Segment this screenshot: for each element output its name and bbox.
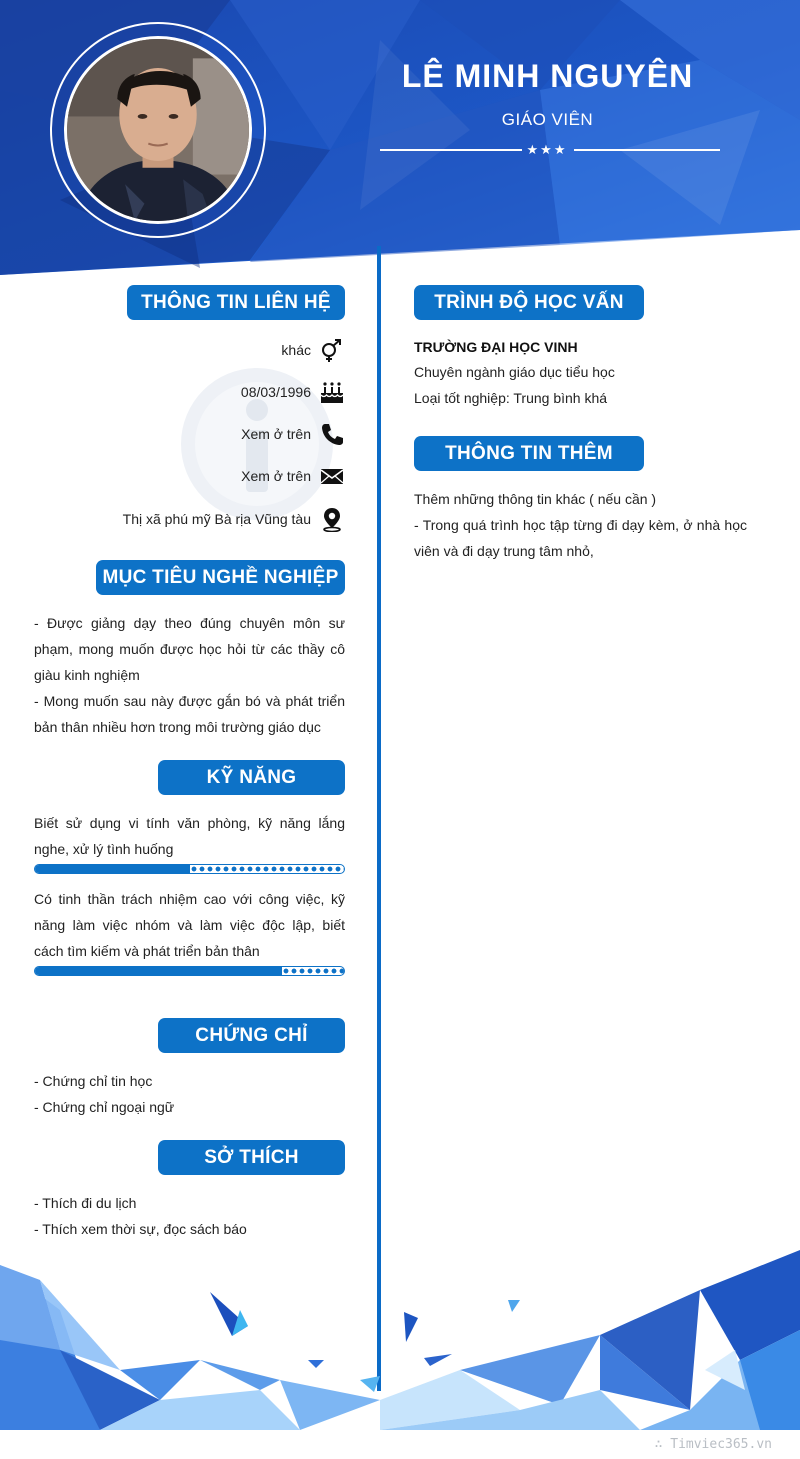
footer-background (0, 1250, 800, 1440)
list-item: - Thích đi du lịch (34, 1195, 137, 1211)
education-school: TRƯỜNG ĐẠI HỌC VINH (414, 339, 578, 355)
star-icon: ★★★ (526, 142, 568, 157)
location-pin-icon (319, 506, 345, 532)
avatar-ring (50, 22, 266, 238)
skills-section-title: KỸ NĂNG (158, 760, 345, 795)
skill-level-fill (35, 967, 282, 975)
header-divider-left (380, 149, 522, 151)
list-item: - Chứng chỉ ngoại ngữ (34, 1099, 175, 1115)
contact-address (40, 505, 345, 533)
contact-email-text: Xem ở trên (241, 468, 311, 484)
phone-icon (319, 421, 345, 447)
gender-icon (319, 337, 345, 363)
education-major: Chuyên ngành giáo dục tiểu học (414, 364, 615, 380)
additional-line: - Trong quá trình học tập từng đi dạy kèm, ở nhà học viên và đi dạy trung tâm nhỏ, (414, 517, 747, 559)
hobbies-section-title: SỞ THÍCH (158, 1140, 345, 1175)
brand-watermark: ∴ Timviec365.vn (654, 1437, 772, 1452)
education-details (414, 359, 774, 411)
contact-birthday (40, 378, 345, 406)
contact-section-title: THÔNG TIN LIÊN HỆ (127, 285, 345, 320)
education-grade: Loại tốt nghiệp: Trung bình khá (414, 390, 608, 406)
skill-level-remaining (282, 967, 344, 975)
candidate-position: GIÁO VIÊN (501, 110, 594, 129)
hobbies-list (34, 1190, 345, 1242)
header-divider-right (574, 149, 720, 151)
additional-line: Thêm những thông tin khác ( nếu cần ) (414, 491, 657, 507)
contact-gender-text: khác (281, 342, 311, 358)
skill-text: Có tinh thần trách nhiệm cao với công việc, kỹ năng làm việc nhóm và làm việc độc lập, biết cách tìm kiếm và phát triển bản thân (34, 891, 345, 959)
certificates-list (34, 1068, 345, 1120)
contact-phone (40, 420, 345, 448)
contact-gender (40, 336, 345, 364)
education-section-title: TRÌNH ĐỘ HỌC VẤN (414, 285, 644, 320)
column-divider (377, 246, 381, 1391)
avatar (64, 36, 252, 224)
additional-text (414, 486, 747, 564)
candidate-name: LÊ MINH NGUYÊN (401, 58, 694, 94)
envelope-icon (319, 463, 345, 489)
additional-section-title: THÔNG TIN THÊM (414, 436, 644, 471)
avatar-photo (67, 39, 249, 221)
contact-birthday-text: 08/03/1996 (240, 384, 311, 400)
contact-address-text: Thị xã phú mỹ Bà rịa Vũng tàu (122, 511, 311, 527)
certificates-section-title: CHỨNG CHỈ (158, 1018, 345, 1053)
skill-level-fill (35, 865, 190, 873)
objective-text (34, 610, 345, 740)
birthday-cake-icon (319, 379, 345, 405)
list-item: - Thích xem thời sự, đọc sách báo (34, 1221, 247, 1237)
skill-level-remaining (190, 865, 344, 873)
skill-level-bar (34, 966, 345, 976)
objective-line: - Mong muốn sau này được gắn bó và phát triển bản thân nhiều hơn trong môi trường giáo dục (34, 693, 345, 735)
contact-phone-text: Xem ở trên (241, 426, 311, 442)
skill-text: Biết sử dụng vi tính văn phòng, kỹ năng lắng nghe, xử lý tình huống (34, 815, 345, 857)
list-item: - Chứng chỉ tin học (34, 1073, 153, 1089)
contact-email (40, 462, 345, 490)
objective-section-title: MỤC TIÊU NGHỀ NGHIỆP (96, 560, 345, 595)
skill-level-bar (34, 864, 345, 874)
objective-line: - Được giảng dạy theo đúng chuyên môn sư phạm, mong muốn được học hỏi từ các thầy cô giàu kinh nghiệm (34, 615, 345, 683)
